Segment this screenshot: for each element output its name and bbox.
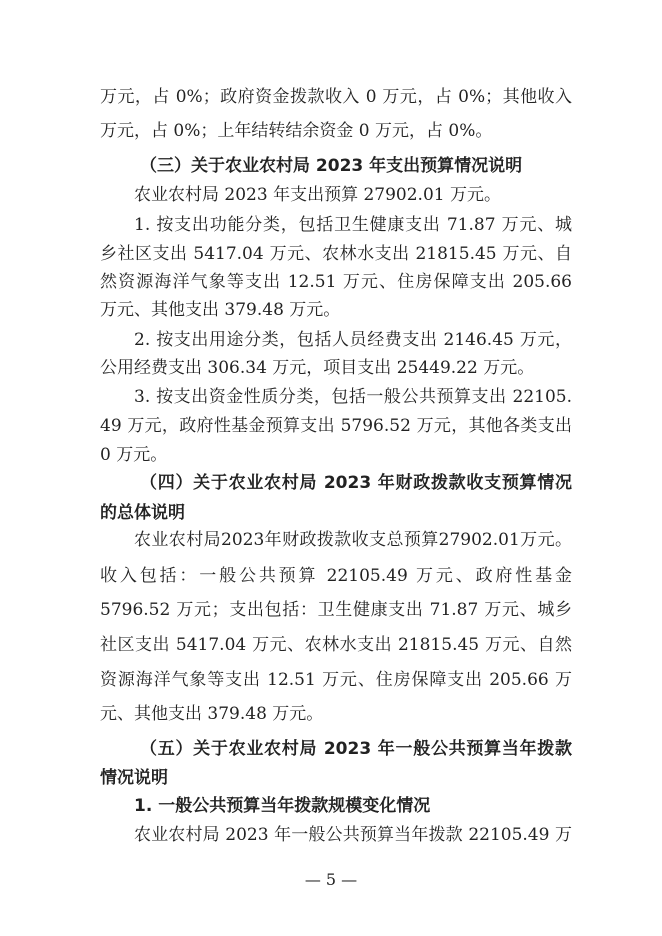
paragraph-line: 万元，占 0%；上年结转结余资金 0 万元，占 0%。 [100,121,493,141]
section-heading-4-cont: 的总体说明 [100,503,185,523]
subheading-1: 1. 一般公共预算当年拨款规模变化情况 [134,796,431,816]
paragraph-line: 万元，占 0%；政府资金拨款收入 0 万元，占 0%；其他收入 [100,87,572,107]
paragraph-line: 农业农村局 2023 年支出预算 27902.01 万元。 [134,185,501,205]
paragraph-line: 资源海洋气象等支出 12.51 万元、住房保障支出 205.66 万 [100,670,572,690]
paragraph-line: 0 万元。 [100,445,168,465]
paragraph-line: 元、其他支出 379.48 万元。 [100,704,324,724]
paragraph-line: 然资源海洋气象等支出 12.51 万元、住房保障支出 205.66 [100,272,572,292]
paragraph-line: 收入包括：一般公共预算 22105.49 万元、政府性基金 [100,566,572,586]
section-heading-5: （五）关于农业农村局 2023 年一般公共预算当年拨款 [140,739,572,759]
section-heading-3: （三）关于农业农村局 2023 年支出预算情况说明 [140,156,523,176]
section-heading-4: （四）关于农业农村局 2023 年财政拨款收支预算情况 [140,473,572,493]
paragraph-line: 万元、其他支出 379.48 万元。 [100,300,341,320]
paragraph-line: 5796.52 万元；支出包括：卫生健康支出 71.87 万元、城乡 [100,600,572,620]
paragraph-line: 49 万元，政府性基金预算支出 5796.52 万元，其他各类支出 [100,416,572,436]
paragraph-line: 乡社区支出 5417.04 万元、农林水支出 21815.45 万元、自 [100,244,572,264]
section-heading-5-cont: 情况说明 [100,768,168,788]
paragraph-line: 公用经费支出 306.34 万元，项目支出 25449.22 万元。 [100,358,535,378]
paragraph-line: 2. 按支出用途分类，包括人员经费支出 2146.45 万元， [134,330,572,350]
paragraph-line: 3. 按支出资金性质分类，包括一般公共预算支出 22105. [134,387,572,407]
paragraph-line: 1. 按支出功能分类，包括卫生健康支出 71.87 万元、城 [134,215,572,235]
paragraph-line: 农业农村局2023年财政拨款收支总预算27902.01万元。 [134,530,572,550]
page-number: — 5 — [304,870,358,889]
paragraph-line: 社区支出 5417.04 万元、农林水支出 21815.45 万元、自然 [100,635,572,655]
paragraph-line: 农业农村局 2023 年一般公共预算当年拨款 22105.49 万 [134,825,572,845]
